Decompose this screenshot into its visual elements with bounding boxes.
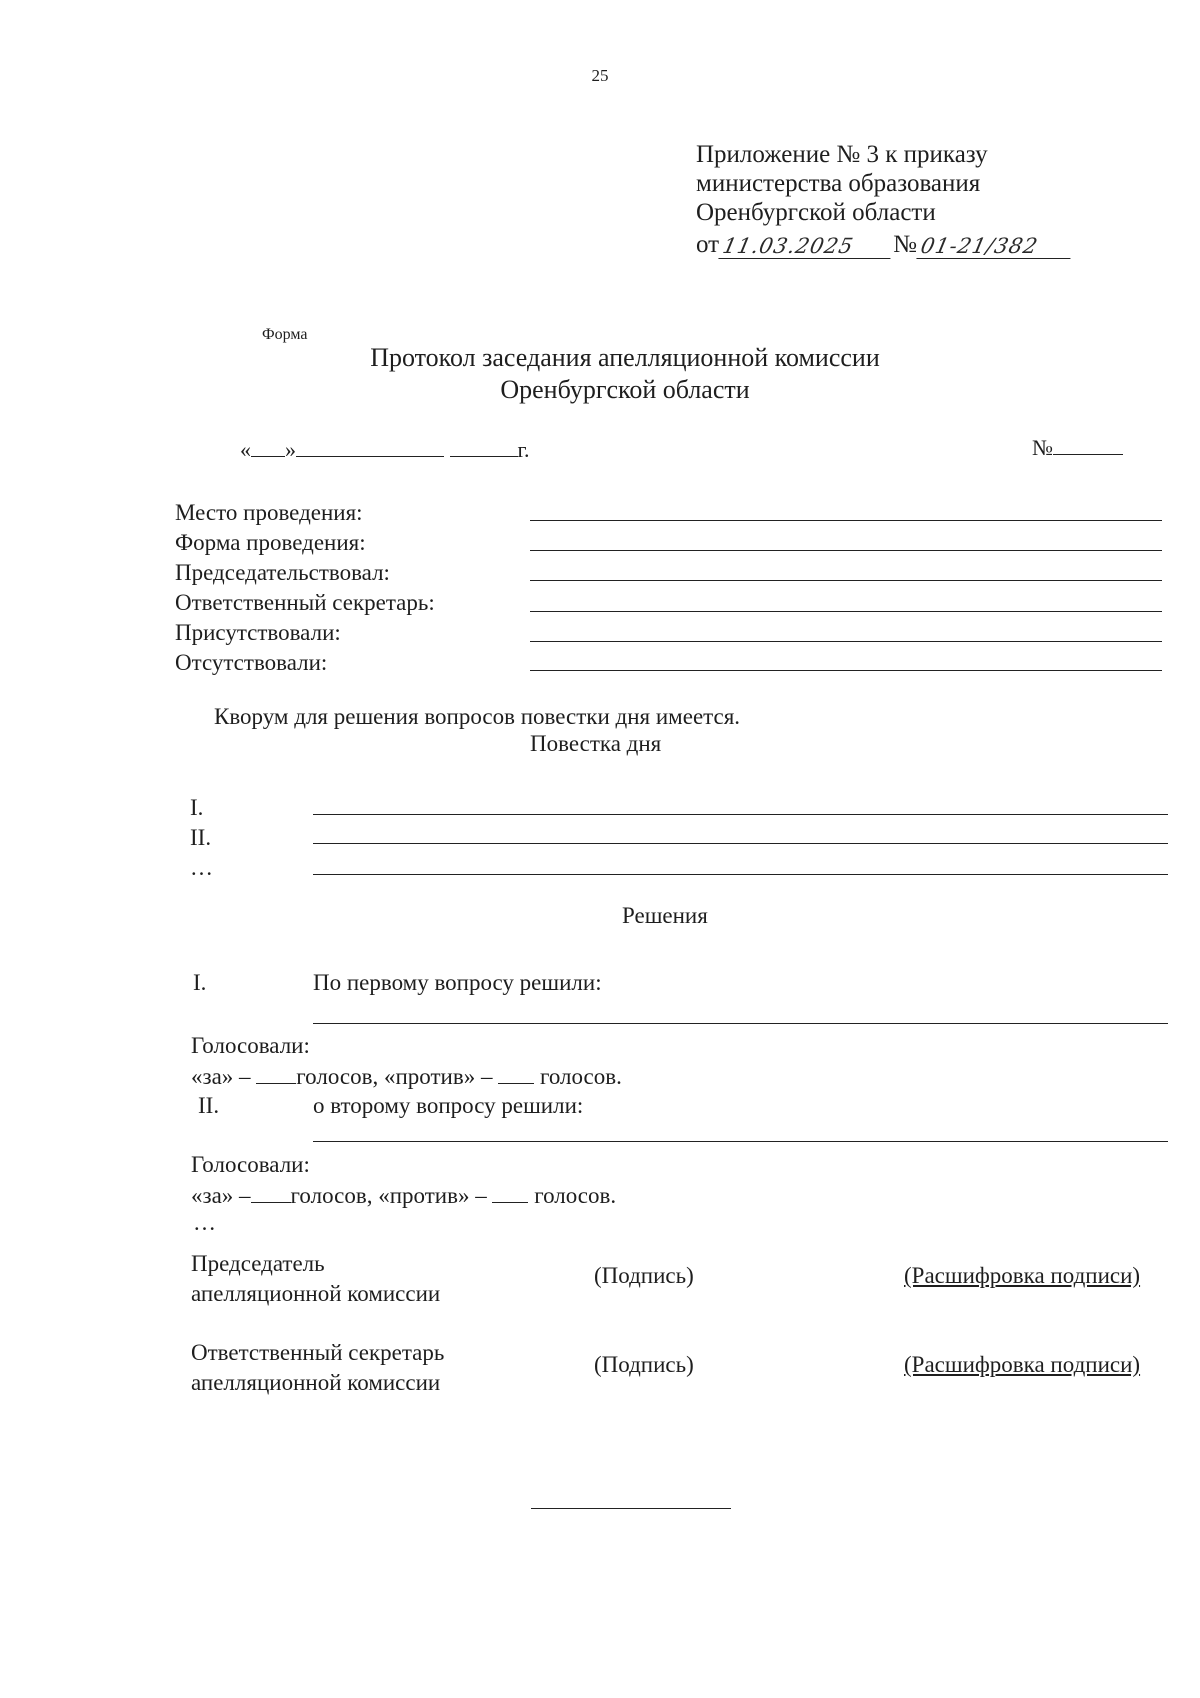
form-label: Форма [262, 326, 308, 343]
question-2-number: II. [198, 1093, 220, 1118]
vote-against-label: голосов, «против» – [290, 1183, 487, 1208]
date-close-quote: » [285, 437, 296, 462]
field-line-present[interactable] [530, 641, 1162, 642]
agenda-item-number: I. [190, 795, 204, 820]
agenda-item-number: … [190, 855, 213, 880]
question-2-text: о второму вопросу решили: [313, 1093, 584, 1118]
vote-end-label: голосов. [539, 1064, 622, 1089]
agenda-item-line[interactable] [313, 814, 1168, 815]
title-line-1: Протокол заседания апелляционной комиссии [370, 343, 880, 372]
year-suffix: г. [517, 437, 530, 462]
date-line [240, 436, 530, 463]
field-line-place[interactable] [530, 520, 1162, 521]
number-blank[interactable] [1053, 434, 1123, 455]
vote-for-blank[interactable] [256, 1063, 296, 1084]
vote-line-2 [191, 1182, 616, 1209]
order-from-prefix: от [696, 231, 720, 258]
month-blank[interactable] [296, 436, 444, 457]
quorum-text: Кворум для решения вопросов повестки дня имеется. [214, 704, 741, 729]
appendix-line-3: Оренбургской области [696, 199, 936, 226]
field-label-secretary: Ответственный секретарь: [175, 590, 435, 615]
appendix-line-2: министерства образования [696, 170, 981, 197]
agenda-item-line[interactable] [313, 843, 1168, 844]
signature-role-chair [191, 1249, 440, 1309]
vote-for-label: «за» – [191, 1064, 251, 1089]
document-title [0, 342, 1200, 406]
number-sign: № [1032, 435, 1053, 460]
field-label-format: Форма проведения: [175, 530, 366, 555]
question-1-text: По первому вопросу решили: [313, 970, 602, 995]
appendix-line-1: Приложение № 3 к приказу [696, 141, 988, 168]
signature-role-line: апелляционной комиссии [191, 1370, 441, 1395]
vote-end-label: голосов. [534, 1183, 617, 1208]
question-1-number: I. [193, 970, 207, 995]
page-number: 25 [591, 66, 609, 85]
date-open-quote: « [240, 437, 251, 462]
day-blank[interactable] [251, 436, 285, 457]
vote-for-label: «за» – [191, 1183, 251, 1208]
field-line-chair[interactable] [530, 580, 1162, 581]
field-label-present: Присутствовали: [175, 620, 341, 645]
end-separator-line [531, 1508, 731, 1509]
field-line-absent[interactable] [530, 670, 1162, 671]
order-number-prefix: № [893, 231, 917, 258]
signature-role-line: апелляционной комиссии [191, 1281, 441, 1306]
signature-role-secretary [191, 1338, 444, 1398]
question-2-decision-line[interactable] [313, 1141, 1168, 1142]
order-reference [696, 227, 1073, 259]
agenda-title: Повестка дня [530, 731, 662, 756]
agenda-item-line[interactable] [313, 874, 1168, 875]
protocol-number [1032, 434, 1123, 461]
vote-against-label: голосов, «против» – [296, 1064, 493, 1089]
question-1-decision-line[interactable] [313, 1023, 1168, 1024]
voted-label-1: Голосовали: [191, 1033, 310, 1058]
title-line-2: Оренбургской области [500, 375, 750, 404]
signature-placeholder-secretary[interactable]: (Подпись) [594, 1352, 694, 1377]
signature-role-line: Ответственный секретарь [191, 1340, 445, 1365]
field-line-secretary[interactable] [530, 611, 1162, 612]
signature-role-line: Председатель [191, 1251, 325, 1276]
order-number-handwritten: 01-21/382 [916, 234, 1075, 259]
vote-against-blank[interactable] [492, 1182, 528, 1203]
year-blank[interactable] [450, 436, 518, 457]
signature-placeholder-chair[interactable]: (Подпись) [594, 1263, 694, 1288]
field-label-place: Место проведения: [175, 500, 363, 525]
vote-line-1 [191, 1063, 622, 1090]
decisions-title: Решения [622, 903, 708, 928]
signature-decode-secretary[interactable]: (Расшифровка подписи) [904, 1352, 1141, 1377]
voted-label-2: Голосовали: [191, 1152, 310, 1177]
signature-decode-chair[interactable]: (Расшифровка подписи) [904, 1263, 1141, 1288]
agenda-item-number: II. [190, 825, 212, 850]
field-label-chair: Председательствовал: [175, 560, 390, 585]
vote-against-blank[interactable] [498, 1063, 534, 1084]
appendix-header [696, 140, 1073, 259]
field-line-format[interactable] [530, 550, 1162, 551]
decisions-ellipsis: … [193, 1210, 216, 1235]
order-date-handwritten: 11.03.2025 [718, 234, 895, 259]
field-label-absent: Отсутствовали: [175, 650, 328, 675]
vote-for-blank[interactable] [251, 1182, 291, 1203]
